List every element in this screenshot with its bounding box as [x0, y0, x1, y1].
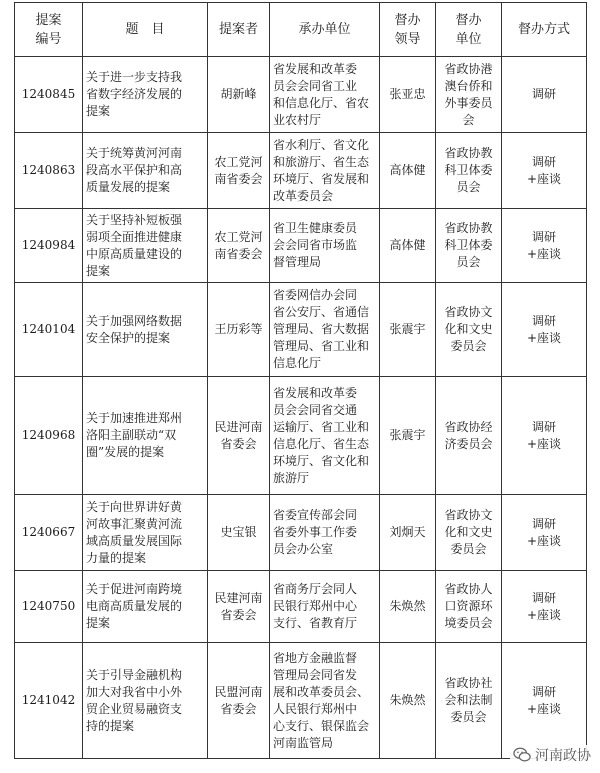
cell-sup-unit — [436, 571, 502, 643]
cell-leader: 朱焕然 — [380, 643, 436, 759]
cell-leader: 高体健 — [380, 133, 436, 209]
method-line: +座谈 — [526, 171, 562, 186]
unit-line: 省水利厅、省文化 — [273, 137, 370, 152]
cell-leader: 高体健 — [380, 209, 436, 283]
table-row — [15, 643, 587, 759]
sup-unit-line: 委员会 — [450, 542, 487, 556]
sup-unit-line: 省政协港 — [444, 61, 493, 76]
sup-unit-line: 省政协经 — [444, 419, 493, 434]
table-row — [15, 209, 587, 283]
header-unit: 承办单位 — [270, 3, 380, 57]
sup-unit-line: 济委员会 — [444, 436, 493, 451]
cell-unit — [270, 571, 380, 643]
method-line: 调研 — [531, 313, 556, 328]
unit-line: 民银行郑州中心 — [273, 599, 358, 613]
cell-method — [502, 495, 587, 571]
sup-unit-line: 科卫体委 — [444, 238, 493, 252]
cell-unit — [270, 643, 380, 759]
unit-line: 人民银行郑州中 — [273, 701, 358, 716]
method-line: +座谈 — [526, 533, 562, 548]
cell-id: 1240667 — [15, 495, 83, 571]
cell-id: 1240984 — [15, 209, 83, 283]
sup-unit-line: 员会 — [456, 255, 481, 269]
unit-line: 和旅游厅、省生态 — [273, 154, 370, 169]
unit-line: 省委宣传部会同 — [273, 508, 358, 522]
unit-line: 心支行、银保监会 — [273, 718, 370, 733]
unit-line: 员会办公室 — [273, 542, 334, 556]
cell-leader: 朱焕然 — [380, 571, 436, 643]
title-line: 力量的提案 — [86, 550, 147, 565]
proposer-line: 民进河南 — [214, 419, 263, 434]
cell-sup-unit — [436, 133, 502, 209]
watermark — [510, 745, 594, 765]
title-line: 电商高质量发展的 — [86, 599, 183, 613]
unit-line: 信息化厅、省生态 — [273, 436, 370, 451]
wechat-icon — [513, 746, 531, 764]
title-line: 提案 — [86, 104, 111, 118]
method-line: +座谈 — [526, 701, 562, 716]
supervision-table — [14, 2, 587, 759]
unit-line: 支行、省教育厅 — [273, 616, 358, 630]
unit-line: 管理局、省大数据 — [273, 322, 370, 336]
title-line: 关于坚持补短板强 — [86, 212, 183, 227]
unit-line: 旅游厅 — [273, 470, 310, 485]
proposer-line: 民建河南 — [214, 590, 263, 605]
title-line: 关于进一步支持我 — [86, 70, 183, 84]
unit-line: 省委网信办会同 — [273, 288, 358, 302]
method-line: 调研 — [531, 154, 556, 169]
header-title: 题 目 — [83, 3, 208, 57]
title-line: 河故事汇聚黄河流 — [86, 516, 183, 531]
method-line: +座谈 — [526, 330, 562, 345]
cell-sup-unit — [436, 377, 502, 495]
proposer-line: 南省委会 — [214, 246, 263, 261]
cell-title — [83, 283, 208, 377]
unit-line: 省卫生健康委员 — [273, 221, 358, 235]
cell-proposer — [208, 571, 270, 643]
cell-id: 1240968 — [15, 377, 83, 495]
cell-proposer — [208, 57, 270, 133]
title-line: 关于向世界讲好黄 — [86, 499, 183, 514]
title-line: 提案 — [86, 263, 111, 278]
unit-line: 员会会同省交通 — [273, 402, 358, 417]
title-line: 段高水平保护和高 — [86, 163, 183, 177]
cell-method — [502, 377, 587, 495]
sup-unit-line: 会 — [462, 112, 475, 127]
cell-leader: 张震宇 — [380, 283, 436, 377]
unit-line: 环境厅、省发展和 — [273, 171, 370, 186]
unit-line: 展和改革委员会、 — [273, 684, 370, 699]
sup-unit-line: 口资源环 — [444, 599, 493, 613]
title-line: 关于促进河南跨境 — [86, 582, 183, 596]
cell-method — [502, 209, 587, 283]
title-line: 安全保护的提案 — [86, 330, 171, 345]
cell-title — [83, 571, 208, 643]
unit-line: 河南监管局 — [273, 735, 334, 750]
sup-unit-line: 省政协文 — [444, 305, 493, 319]
title-line: 中原高质量建设的 — [86, 246, 183, 261]
cell-method — [502, 133, 587, 209]
sup-unit-line: 化和文史 — [444, 322, 493, 336]
cell-id: 1240104 — [15, 283, 83, 377]
cell-sup-unit — [436, 57, 502, 133]
proposer-line: 省委会 — [220, 436, 257, 451]
proposer-line: 省委会 — [220, 607, 257, 622]
cell-id: 1240750 — [15, 571, 83, 643]
sup-unit-line: 科卫体委 — [444, 163, 493, 177]
method-line: 调研 — [531, 419, 556, 434]
title-line: 关于加速推进郑州 — [86, 411, 183, 425]
unit-line: 省发展和改革委 — [273, 385, 358, 400]
cell-proposer — [208, 377, 270, 495]
sup-unit-line: 省政协社 — [444, 676, 493, 690]
cell-leader: 刘炯天 — [380, 495, 436, 571]
title-line: 质量发展的提案 — [86, 180, 171, 194]
cell-proposer — [208, 643, 270, 759]
unit-line: 省商务厅会同人 — [273, 582, 358, 596]
cell-id: 1241042 — [15, 643, 83, 759]
unit-line: 业农村厅 — [273, 112, 322, 127]
cell-title — [83, 643, 208, 759]
header-proposer: 提案者 — [208, 3, 270, 57]
unit-line: 和信息化厅、省农 — [273, 95, 370, 110]
header-method: 督办方式 — [502, 3, 587, 57]
sup-unit-line: 化和文史 — [444, 525, 493, 539]
cell-unit — [270, 209, 380, 283]
sup-unit-line: 委员会 — [450, 710, 487, 724]
proposer-line: 史宝银 — [220, 525, 257, 539]
table-row — [15, 133, 587, 209]
unit-line: 运输厅、省工业和 — [273, 419, 370, 434]
proposer-line: 农工党河 — [214, 154, 263, 169]
cell-sup-unit — [436, 643, 502, 759]
cell-id: 1240863 — [15, 133, 83, 209]
cell-proposer — [208, 495, 270, 571]
method-line: +座谈 — [526, 607, 562, 622]
header-leader: 督办 领导 — [380, 3, 436, 57]
unit-line: 改革委员会 — [273, 188, 334, 203]
sup-unit-line: 员会 — [456, 180, 481, 194]
cell-title — [83, 209, 208, 283]
cell-sup-unit — [436, 495, 502, 571]
method-line: +座谈 — [526, 436, 562, 451]
method-line: 调研 — [531, 229, 556, 244]
title-line: 圈”发展的提案 — [86, 445, 165, 459]
cell-leader: 张亚忠 — [380, 57, 436, 133]
unit-line: 管理局、省工业和 — [273, 339, 370, 353]
cell-sup-unit — [436, 209, 502, 283]
sup-unit-line: 境委员会 — [444, 616, 493, 630]
title-line: 洛阳主副联动“双 — [86, 428, 177, 442]
table-row — [15, 57, 587, 133]
table-row — [15, 571, 587, 643]
proposer-line: 农工党河 — [214, 229, 263, 244]
cell-method — [502, 57, 587, 133]
header-row — [15, 3, 587, 57]
cell-proposer — [208, 209, 270, 283]
unit-line: 环境厅、省文化和 — [273, 453, 370, 468]
title-line: 加大对我省中小外 — [86, 684, 183, 699]
method-line: +座谈 — [526, 246, 562, 261]
method-line: 调研 — [531, 684, 556, 699]
unit-line: 管理局会同省发 — [273, 667, 358, 682]
unit-line: 员会会同省工业 — [273, 78, 358, 93]
unit-line: 省发展和改革委 — [273, 61, 358, 76]
proposer-line: 民盟河南 — [214, 684, 263, 699]
title-line: 关于引导金融机构 — [86, 667, 183, 682]
method-line: 调研 — [531, 590, 556, 605]
title-line: 弱项全面推进健康 — [86, 229, 183, 244]
title-line: 域高质量发展国际 — [86, 533, 183, 548]
cell-method — [502, 571, 587, 643]
sup-unit-line: 澳台侨和 — [444, 78, 493, 93]
cell-title — [83, 495, 208, 571]
cell-unit — [270, 377, 380, 495]
cell-proposer — [208, 133, 270, 209]
cell-unit — [270, 133, 380, 209]
sup-unit-line: 省政协教 — [444, 221, 493, 235]
sup-unit-line: 会和法制 — [444, 693, 493, 707]
table-row — [15, 495, 587, 571]
title-line: 贸企业贸易融资支 — [86, 701, 183, 716]
cell-unit — [270, 495, 380, 571]
table-row — [15, 377, 587, 495]
header-supervising-unit: 督办 单位 — [436, 3, 502, 57]
title-line: 关于统筹黄河河南 — [86, 146, 183, 160]
cell-leader: 张震宇 — [380, 377, 436, 495]
sup-unit-line: 外事委员 — [444, 95, 493, 110]
cell-sup-unit — [436, 283, 502, 377]
title-line: 省数字经济发展的 — [86, 87, 183, 101]
proposer-line: 王历彩等 — [214, 322, 263, 336]
unit-line: 省地方金融监督 — [273, 650, 358, 665]
method-line: 调研 — [531, 87, 556, 101]
sup-unit-line: 委员会 — [450, 339, 487, 353]
sup-unit-line: 省政协教 — [444, 146, 493, 160]
table-row — [15, 283, 587, 377]
method-line: 调研 — [531, 516, 556, 531]
cell-id: 1240845 — [15, 57, 83, 133]
cell-unit — [270, 57, 380, 133]
title-line: 提案 — [86, 616, 111, 630]
watermark-text: 河南政协 — [535, 748, 591, 764]
header-id: 提案 编号 — [15, 3, 83, 57]
cell-method — [502, 643, 587, 759]
cell-title — [83, 133, 208, 209]
cell-method — [502, 283, 587, 377]
cell-title — [83, 377, 208, 495]
proposer-line: 胡新峰 — [220, 87, 257, 101]
unit-line: 信息化厅 — [273, 356, 322, 370]
cell-unit — [270, 283, 380, 377]
cell-title — [83, 57, 208, 133]
unit-line: 督管理局 — [273, 255, 322, 269]
unit-line: 省公安厅、省通信 — [273, 305, 370, 319]
proposer-line: 南省委会 — [214, 171, 263, 186]
unit-line: 省委外事工作委 — [273, 525, 358, 539]
proposer-line: 省委会 — [220, 701, 257, 716]
sup-unit-line: 省政协人 — [444, 582, 493, 596]
sup-unit-line: 省政协文 — [444, 508, 493, 522]
cell-proposer — [208, 283, 270, 377]
title-line: 持的提案 — [86, 718, 135, 733]
title-line: 关于加强网络数据 — [86, 313, 183, 328]
unit-line: 会会同省市场监 — [273, 238, 358, 252]
